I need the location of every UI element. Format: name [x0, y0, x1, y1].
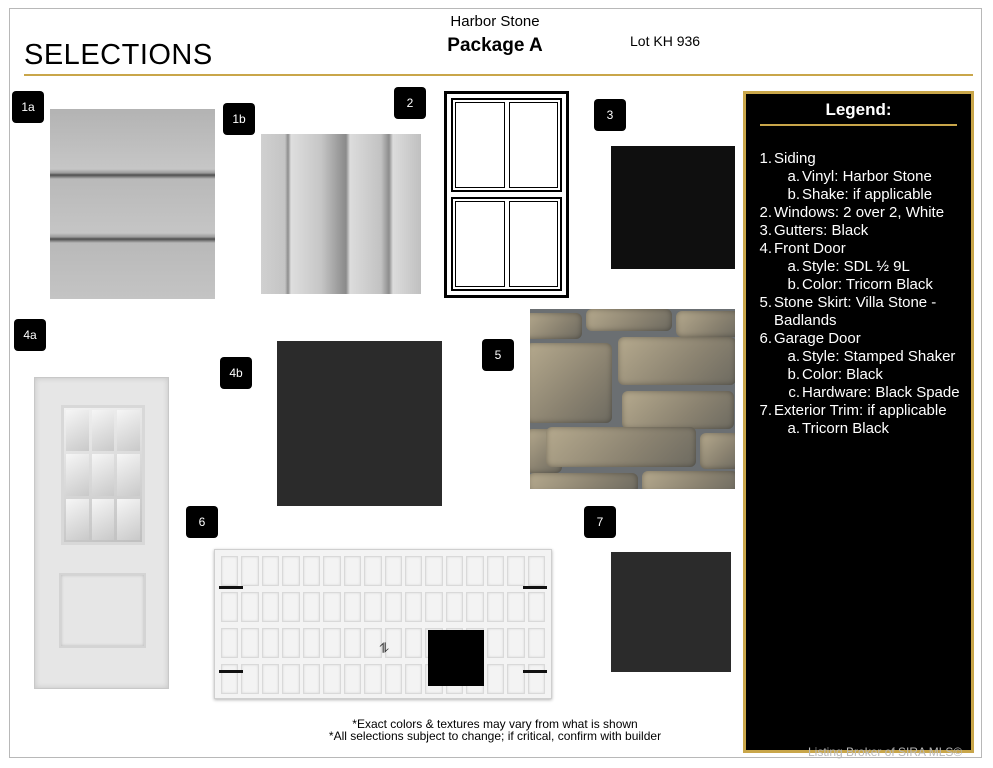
legend-subitem: a. Tricorn Black	[787, 420, 889, 437]
legend-item: 3. Gutters: Black	[759, 222, 869, 239]
shake-siding-sample	[261, 134, 421, 294]
spade-hinge-icon	[219, 586, 243, 589]
gutter-color-swatch	[611, 146, 735, 269]
badge-1a: 1a	[12, 91, 44, 123]
header-divider	[24, 74, 973, 76]
legend-list	[756, 150, 961, 438]
page-title: SELECTIONS	[24, 39, 213, 71]
badge-4a: 4a	[14, 319, 46, 351]
garage-door-sample	[214, 549, 552, 699]
community-name: Harbor Stone	[450, 13, 540, 30]
legend-item: 6. Garage Door	[759, 330, 861, 347]
badge-1b: 1b	[223, 103, 255, 135]
package-name: Package A	[447, 35, 543, 56]
badge-7: 7	[584, 506, 616, 538]
window-pane	[509, 102, 559, 188]
badge-3: 3	[594, 99, 626, 131]
window-pane	[455, 102, 505, 188]
window-sample	[444, 91, 569, 298]
exterior-trim-swatch	[611, 552, 731, 672]
disclaimer-line: *Exact colors & textures may vary from what is shown	[352, 717, 638, 731]
legend-subitem: a. Style: Stamped Shaker	[787, 348, 956, 365]
legend-subitem: b. Color: Tricorn Black	[787, 276, 933, 293]
front-door-color-swatch	[277, 341, 442, 506]
legend-item: 5. Stone Skirt: Villa Stone - Badlands	[759, 294, 937, 329]
selections-sheet	[9, 8, 982, 758]
legend-subitem: a. Vinyl: Harbor Stone	[787, 168, 932, 185]
lot-number: Lot KH 936	[630, 33, 701, 49]
spade-hinge-icon	[219, 670, 243, 673]
spade-hinge-icon	[523, 670, 547, 673]
legend-title: Legend:	[825, 100, 892, 119]
disclaimer	[300, 718, 690, 742]
spade-hinge-icon	[523, 586, 547, 589]
badge-2: 2	[394, 87, 426, 119]
badge-4b: 4b	[220, 357, 252, 389]
legend-divider	[760, 124, 957, 126]
legend-subitem: a. Style: SDL ½ 9L	[787, 258, 910, 275]
window-pane	[455, 201, 505, 287]
legend-panel	[743, 91, 974, 753]
window-lower-sash	[451, 197, 562, 291]
window-pane	[509, 201, 559, 287]
legend-subitem: b. Color: Black	[787, 366, 883, 383]
garage-handle-icon: ⥮	[379, 640, 390, 656]
badge-5: 5	[482, 339, 514, 371]
badge-6: 6	[186, 506, 218, 538]
legend-subitem: c. Hardware: Black Spade	[788, 384, 960, 401]
garage-hardware-swatch	[428, 630, 484, 686]
legend-item: 4. Front Door	[759, 240, 846, 257]
door-lower-panel	[59, 573, 146, 648]
stone-skirt-sample	[530, 309, 735, 489]
door-glass-grid	[61, 405, 145, 545]
vinyl-siding-sample	[50, 109, 215, 299]
legend-item: 7. Exterior Trim: if applicable	[759, 402, 947, 419]
disclaimer-line: *All selections subject to change; if critical, confirm with builder	[328, 729, 662, 743]
legend-item: 2. Windows: 2 over 2, White	[759, 204, 945, 221]
front-door-sample	[34, 377, 169, 689]
window-upper-sash	[451, 98, 562, 192]
legend-subitem: b. Shake: if applicable	[787, 186, 933, 203]
mls-watermark: Listing Broker of SIRA MLS©	[808, 745, 963, 759]
legend-item: 1. Siding	[759, 150, 816, 167]
